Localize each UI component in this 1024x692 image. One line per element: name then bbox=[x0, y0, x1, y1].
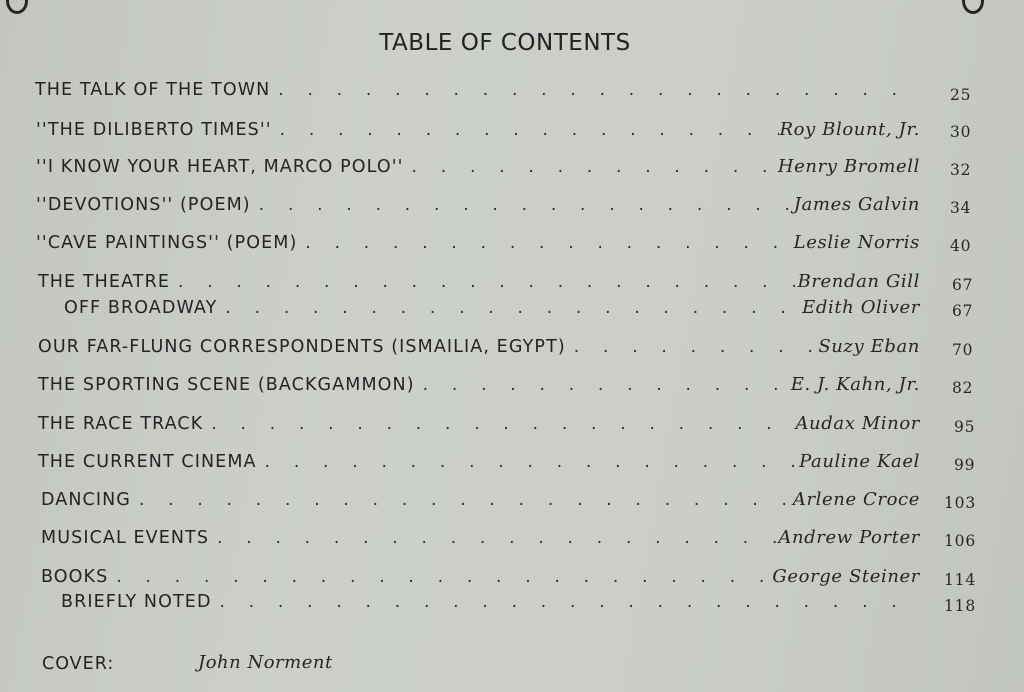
toc-entry-the-theatre bbox=[38, 271, 920, 297]
toc-entry-author: George Steiner bbox=[772, 566, 920, 587]
toc-entry-title: THE THEATRE bbox=[38, 272, 170, 292]
toc-entry-page: 67 bbox=[952, 276, 974, 294]
dot-leader bbox=[404, 157, 778, 177]
toc-entry-page: 114 bbox=[944, 571, 976, 589]
dot-leader bbox=[217, 298, 802, 318]
dot-leader bbox=[257, 452, 799, 472]
toc-entry-title: OFF BROADWAY bbox=[64, 298, 218, 318]
toc-entry-page: 106 bbox=[944, 532, 976, 550]
toc-entry-books bbox=[41, 566, 920, 592]
toc-entry-title: ''THE DILIBERTO TIMES'' bbox=[36, 120, 272, 140]
toc-entry-author: Edith Oliver bbox=[802, 297, 920, 318]
toc-entry-off-broadway bbox=[64, 297, 920, 323]
toc-entry-title: BOOKS bbox=[41, 567, 109, 587]
toc-entry-marco-polo bbox=[36, 156, 920, 182]
dot-leader bbox=[251, 195, 794, 215]
toc-entry-title: THE RACE TRACK bbox=[38, 414, 204, 434]
toc-entry-author: Leslie Norris bbox=[793, 232, 920, 253]
dot-leader bbox=[170, 272, 798, 292]
toc-entry-current-cinema bbox=[38, 451, 920, 477]
toc-entry-race-track bbox=[38, 413, 920, 439]
toc-entry-page: 103 bbox=[944, 494, 976, 512]
toc-entry-briefly-noted bbox=[61, 592, 920, 618]
toc-entry-sporting-scene bbox=[38, 374, 920, 400]
toc-entry-musical-events bbox=[41, 527, 920, 553]
toc-entry-author: Brendan Gill bbox=[797, 271, 920, 292]
toc-entry-author: Roy Blount, Jr. bbox=[779, 119, 920, 140]
dot-leader bbox=[270, 80, 920, 100]
toc-entry-author: Audax Minor bbox=[795, 413, 920, 434]
binder-ring-left bbox=[6, 0, 28, 14]
toc-entry-title: OUR FAR-FLUNG CORRESPONDENTS (ISMAILIA, EGYPT) bbox=[38, 337, 566, 357]
toc-entry-page: 67 bbox=[952, 302, 974, 320]
toc-entry-page: 32 bbox=[950, 161, 972, 179]
toc-entry-author: Henry Bromell bbox=[777, 156, 920, 177]
dot-leader bbox=[209, 528, 778, 548]
toc-entry-author: Pauline Kael bbox=[799, 451, 920, 472]
toc-entry-page: 70 bbox=[952, 341, 974, 359]
toc-entry-cave-paintings bbox=[36, 232, 920, 258]
dot-leader bbox=[566, 337, 819, 357]
toc-entry-page: 82 bbox=[952, 379, 974, 397]
toc-entry-author: Andrew Porter bbox=[778, 527, 920, 548]
toc-entry-title: BRIEFLY NOTED bbox=[61, 592, 212, 612]
toc-entry-title: THE SPORTING SCENE (BACKGAMMON) bbox=[38, 375, 415, 395]
toc-entry-talk-of-the-town bbox=[35, 80, 920, 106]
toc-entry-devotions bbox=[36, 194, 920, 220]
toc-entry-page: 40 bbox=[950, 237, 972, 255]
toc-entry-diliberto-times bbox=[36, 119, 920, 145]
toc-entry-page: 118 bbox=[944, 597, 976, 615]
cover-label: COVER: bbox=[42, 654, 115, 674]
toc-entry-page: 99 bbox=[954, 456, 976, 474]
cover-artist: John Norment bbox=[198, 652, 333, 673]
dot-leader bbox=[131, 490, 793, 510]
toc-entry-page: 30 bbox=[950, 123, 972, 141]
toc-entry-title: ''I KNOW YOUR HEART, MARCO POLO'' bbox=[36, 157, 404, 177]
toc-entry-author: Arlene Croce bbox=[792, 489, 920, 510]
dot-leader bbox=[415, 375, 791, 395]
dot-leader bbox=[272, 120, 780, 140]
toc-entry-far-flung-correspondents bbox=[38, 336, 920, 362]
toc-entry-title: ''CAVE PAINTINGS'' (POEM) bbox=[36, 233, 298, 253]
toc-entry-page: 25 bbox=[950, 86, 972, 104]
dot-leader bbox=[203, 414, 795, 434]
toc-entry-title: DANCING bbox=[41, 490, 131, 510]
dot-leader bbox=[297, 233, 793, 253]
dot-leader bbox=[108, 567, 772, 587]
page-title: TABLE OF CONTENTS bbox=[379, 30, 631, 56]
dot-leader bbox=[212, 592, 920, 612]
toc-entry-author: Suzy Eban bbox=[818, 336, 920, 357]
toc-entry-title: THE CURRENT CINEMA bbox=[38, 452, 257, 472]
toc-entry-page: 34 bbox=[950, 199, 972, 217]
toc-entry-title: MUSICAL EVENTS bbox=[41, 528, 210, 548]
toc-entry-dancing bbox=[41, 489, 920, 515]
toc-entry-author: E. J. Kahn, Jr. bbox=[790, 374, 920, 395]
binder-ring-right bbox=[962, 0, 984, 14]
toc-entry-title: ''DEVOTIONS'' (POEM) bbox=[36, 195, 251, 215]
toc-entry-author: James Galvin bbox=[793, 194, 920, 215]
toc-entry-title: THE TALK OF THE TOWN bbox=[35, 80, 271, 100]
toc-entry-page: 95 bbox=[954, 418, 976, 436]
